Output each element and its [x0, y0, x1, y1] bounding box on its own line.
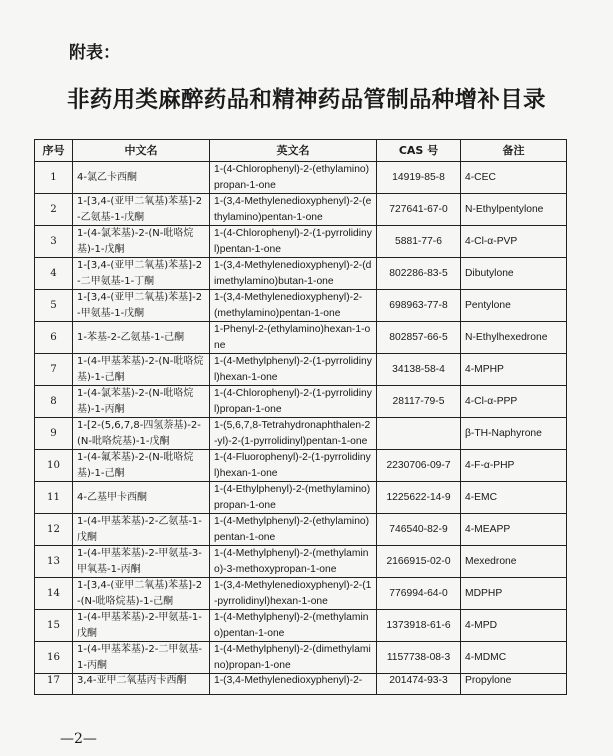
english-name-cell: 1-(4-Methylphenyl)-2-(dimethylamino)propan-1-one	[210, 642, 377, 674]
english-name-cell: 1-(4-Methylphenyl)-2-(ethylamino)pentan-1-one	[210, 514, 377, 546]
cas-number-cell: 746540-82-9	[377, 514, 461, 546]
chinese-name-cell: 1-(4-甲基苯基)-2-乙氨基-1-戊酮	[73, 514, 210, 546]
header-english-name: 英文名	[210, 140, 377, 162]
remark-cell: 4-CEC	[461, 162, 567, 194]
row-number-cell: 10	[35, 450, 73, 482]
remark-cell: 4-Cl-α-PPP	[461, 386, 567, 418]
remark-cell: N-Ethylhexedrone	[461, 322, 567, 354]
row-number-cell: 8	[35, 386, 73, 418]
table-row	[35, 226, 567, 258]
header-remarks: 备注	[461, 140, 567, 162]
remark-cell: MDPHP	[461, 578, 567, 610]
remark-cell: 4-MPHP	[461, 354, 567, 386]
cas-number-cell: 1157738-08-3	[377, 642, 461, 674]
cas-number-cell: 802857-66-5	[377, 322, 461, 354]
remark-cell: 4-F-α-PHP	[461, 450, 567, 482]
chinese-name-cell: 1-(4-氯苯基)-2-(N-吡咯烷基)-1-戊酮	[73, 226, 210, 258]
english-name-cell: 1-(4-Chlorophenyl)-2-(ethylamino)propan-1-one	[210, 162, 377, 194]
row-number-cell: 7	[35, 354, 73, 386]
appendix-label: 附表：	[69, 43, 120, 63]
table-row	[35, 386, 567, 418]
row-number-cell: 14	[35, 578, 73, 610]
row-number-cell: 13	[35, 546, 73, 578]
cas-number-cell: 802286-83-5	[377, 258, 461, 290]
english-name-cell: 1-(4-Methylphenyl)-2-(1-pyrrolidinyl)hexan-1-one	[210, 354, 377, 386]
english-name-cell: 1-(3,4-Methylenedioxyphenyl)-2-(1-pyrrolidinyl)hexan-1-one	[210, 578, 377, 610]
english-name-cell: 1-(3,4-Methylenedioxyphenyl)-2-	[210, 674, 377, 695]
row-number-cell: 12	[35, 514, 73, 546]
chinese-name-cell: 3,4-亚甲二氧基丙卡西酮	[73, 674, 210, 695]
english-name-cell: 1-(3,4-Methylenedioxyphenyl)-2-(methylamino)pentan-1-one	[210, 290, 377, 322]
row-number-cell: 6	[35, 322, 73, 354]
header-number: 序号	[35, 140, 73, 162]
row-number-cell: 1	[35, 162, 73, 194]
english-name-cell: 1-(4-Chlorophenyl)-2-(1-pyrrolidinyl)propan-1-one	[210, 386, 377, 418]
english-name-cell: 1-(4-Fluorophenyl)-2-(1-pyrrolidinyl)hexan-1-one	[210, 450, 377, 482]
chinese-name-cell: 1-[3,4-(亚甲二氧基)苯基]-2-甲氨基-1-戊酮	[73, 290, 210, 322]
table-header-row	[35, 140, 567, 162]
english-name-cell: 1-(3,4-Methylenedioxyphenyl)-2-(ethylamino)pentan-1-one	[210, 194, 377, 226]
remark-cell: 4-MPD	[461, 610, 567, 642]
row-number-cell: 3	[35, 226, 73, 258]
table-row	[35, 290, 567, 322]
cas-number-cell: 698963-77-8	[377, 290, 461, 322]
english-name-cell: 1-(4-Chlorophenyl)-2-(1-pyrrolidinyl)pentan-1-one	[210, 226, 377, 258]
remark-cell: 4-MDMC	[461, 642, 567, 674]
remark-cell: Dibutylone	[461, 258, 567, 290]
table-row	[35, 674, 567, 695]
table-row	[35, 514, 567, 546]
row-number-cell: 2	[35, 194, 73, 226]
row-number-cell: 5	[35, 290, 73, 322]
table-row	[35, 418, 567, 450]
chinese-name-cell: 1-(4-甲基苯基)-2-(N-吡咯烷基)-1-己酮	[73, 354, 210, 386]
table-row	[35, 162, 567, 194]
substance-table	[34, 139, 567, 695]
remark-cell: β-TH-Naphyrone	[461, 418, 567, 450]
page-number: —2—	[60, 731, 97, 747]
remark-cell: 4-Cl-α-PVP	[461, 226, 567, 258]
cas-number-cell: 201474-93-3	[377, 674, 461, 695]
table-row	[35, 194, 567, 226]
english-name-cell: 1-Phenyl-2-(ethylamino)hexan-1-one	[210, 322, 377, 354]
header-chinese-name: 中文名	[73, 140, 210, 162]
cas-number-cell: 14919-85-8	[377, 162, 461, 194]
chinese-name-cell: 1-(4-甲基苯基)-2-甲氨基-3-甲氧基-1-丙酮	[73, 546, 210, 578]
table-row	[35, 354, 567, 386]
cas-number-cell: 28117-79-5	[377, 386, 461, 418]
chinese-name-cell: 1-[2-(5,6,7,8-四氢萘基)-2-(N-吡咯烷基)-1-戊酮	[73, 418, 210, 450]
remark-cell: Pentylone	[461, 290, 567, 322]
header-cas-number: CAS 号	[377, 140, 461, 162]
row-number-cell: 15	[35, 610, 73, 642]
english-name-cell: 1-(5,6,7,8-Tetrahydronaphthalen-2-yl)-2-(1-pyrrolidinyl)pentan-1-one	[210, 418, 377, 450]
english-name-cell: 1-(4-Ethylphenyl)-2-(methylamino)propan-1-one	[210, 482, 377, 514]
remark-cell: N-Ethylpentylone	[461, 194, 567, 226]
cas-number-cell: 34138-58-4	[377, 354, 461, 386]
remark-cell: Mexedrone	[461, 546, 567, 578]
english-name-cell: 1-(3,4-Methylenedioxyphenyl)-2-(dimethylamino)butan-1-one	[210, 258, 377, 290]
english-name-cell: 1-(4-Methylphenyl)-2-(methylamino)-3-methoxypropan-1-one	[210, 546, 377, 578]
table-row	[35, 610, 567, 642]
table-row	[35, 482, 567, 514]
cas-number-cell: 5881-77-6	[377, 226, 461, 258]
remark-cell: 4-EMC	[461, 482, 567, 514]
table-row	[35, 258, 567, 290]
chinese-name-cell: 1-[3,4-(亚甲二氧基)苯基]-2-(N-吡咯烷基)-1-己酮	[73, 578, 210, 610]
cas-number-cell: 1373918-61-6	[377, 610, 461, 642]
chinese-name-cell: 1-[3,4-(亚甲二氧基)苯基]-2-二甲氨基-1-丁酮	[73, 258, 210, 290]
chinese-name-cell: 1-(4-氯苯基)-2-(N-吡咯烷基)-1-丙酮	[73, 386, 210, 418]
cas-number-cell: 776994-64-0	[377, 578, 461, 610]
cas-number-cell	[377, 418, 461, 450]
page-title: 非药用类麻醉药品和精神药品管制品种增补目录	[67, 87, 546, 113]
chinese-name-cell: 4-乙基甲卡西酮	[73, 482, 210, 514]
row-number-cell: 4	[35, 258, 73, 290]
table-row	[35, 546, 567, 578]
remark-cell: 4-MEAPP	[461, 514, 567, 546]
row-number-cell: 17	[35, 674, 73, 695]
cas-number-cell: 2166915-02-0	[377, 546, 461, 578]
table-row	[35, 322, 567, 354]
chinese-name-cell: 1-苯基-2-乙氨基-1-己酮	[73, 322, 210, 354]
cas-number-cell: 727641-67-0	[377, 194, 461, 226]
table-row	[35, 578, 567, 610]
remark-cell: Propylone	[461, 674, 567, 695]
table-body	[35, 162, 567, 695]
chinese-name-cell: 1-(4-甲基苯基)-2-甲氨基-1-戊酮	[73, 610, 210, 642]
chinese-name-cell: 4-氯乙卡西酮	[73, 162, 210, 194]
row-number-cell: 16	[35, 642, 73, 674]
chinese-name-cell: 1-(4-甲基苯基)-2-二甲氨基-1-丙酮	[73, 642, 210, 674]
cas-number-cell: 2230706-09-7	[377, 450, 461, 482]
table-row	[35, 450, 567, 482]
cas-number-cell: 1225622-14-9	[377, 482, 461, 514]
chinese-name-cell: 1-[3,4-(亚甲二氧基)苯基]-2-乙氨基-1-戊酮	[73, 194, 210, 226]
table-row	[35, 642, 567, 674]
english-name-cell: 1-(4-Methylphenyl)-2-(methylamino)pentan-1-one	[210, 610, 377, 642]
row-number-cell: 9	[35, 418, 73, 450]
row-number-cell: 11	[35, 482, 73, 514]
chinese-name-cell: 1-(4-氟苯基)-2-(N-吡咯烷基)-1-己酮	[73, 450, 210, 482]
